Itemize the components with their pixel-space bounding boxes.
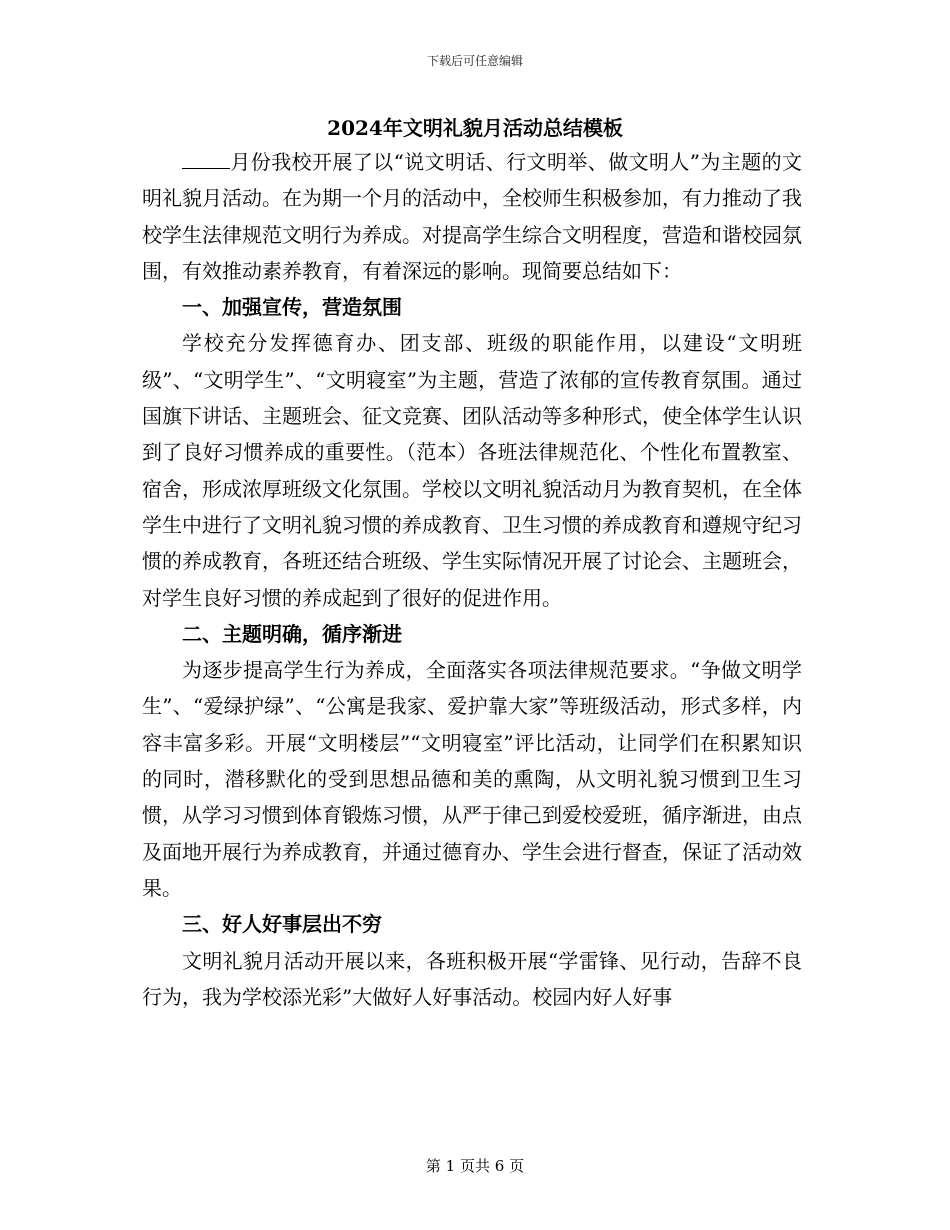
section-body-2: 为逐步提高学生行为养成，全面落实各项法律规范要求。“争做文明学生”、“爱绿护绿”、“公寓是我家、爱护靠大家”等班级活动，形式多样，内容丰富多彩。开展“文明楼层”“文明寝室”评比活动，让同学们在积累知识的同时，潜移默化的受到思想品德和美的熏陶，从文明礼貌习惯到卫生习惯，从学习习惯到体育锻炼习惯，从严于律己到爱校爱班，循序渐进，由点及面地开展行为养成教育，并通过德育办、学生会进行督查，保证了活动效果。 [142,658,802,900]
blank-underline [182,150,230,169]
page-header-note: 下载后可任意编辑 [426,54,523,68]
document-body [142,144,802,1015]
document-title: 2024年文明礼貌月活动总结模板 [327,116,623,140]
section-heading-3: 三、好人好事层出不穷 [182,912,382,937]
intro-paragraph [142,144,802,289]
page-footer-number: 第 1 页共 6 页 [425,1157,525,1175]
section-heading-2: 二、主题明确，循序渐进 [182,621,402,646]
section-body-1: 学校充分发挥德育办、团支部、班级的职能作用，以建设“文明班级”、“文明学生”、“文明寝室”为主题，营造了浓郁的宣传教育氛围。通过国旗下讲话、主题班会、征文竞赛、团队活动等多种形式，使全体学生认识到了良好习惯养成的重要性。（范本）各班法律规范化、个性化布置教室、宿舍，形成浓厚班级文化氛围。学校以文明礼貌活动月为教育契机，在全体学生中进行了文明礼貌习惯的养成教育、卫生习惯的养成教育和遵规守纪习惯的养成教育，各班还结合班级、学生实际情况开展了讨论会、主题班会，对学生良好习惯的养成起到了很好的促进作用。 [142,331,802,610]
section-heading-1: 一、加强宣传，营造氛围 [182,295,402,320]
intro-text: 月份我校开展了以“说文明话、行文明举、做文明人”为主题的文明礼貌月活动。在为期一个月的活动中，全校师生积极参加，有力推动了我校学生法律规范文明行为养成。对提高学生综合文明程度，营造和谐校园氛围，有效推动素养教育，有着深远的影响。现简要总结如下： [142,150,802,283]
section-body-3: 文明礼貌月活动开展以来，各班积极开展“学雷锋、见行动，告辞不良行为，我为学校添光彩”大做好人好事活动。校园内好人好事 [142,948,802,1009]
